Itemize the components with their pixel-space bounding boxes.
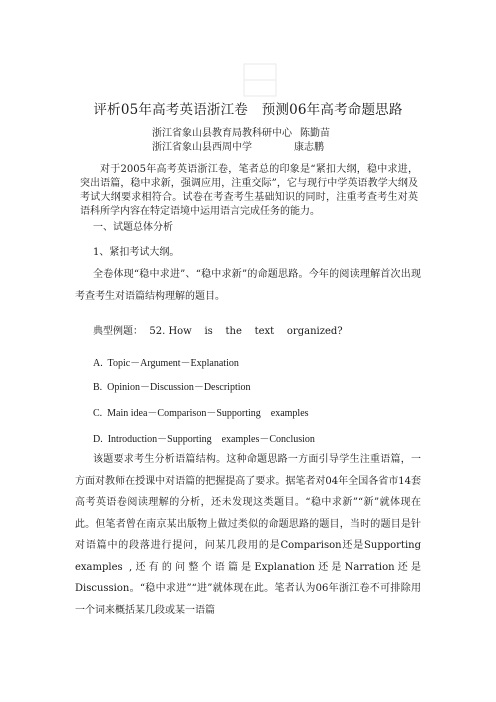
answer-option-a: A. Topic－Argument－Explanation — [93, 358, 239, 369]
body-paragraph: 该题要求考生分析语篇结构。这种命题思路一方面引导学生注重语篇，一方面对教师在授课中对语篇的把握提高了要求。据笔者对04年全国各省市14套高考英语卷阅读理解的分析，还未发现这类题目。“稳中求新”“新”就体现在此。但笔者曾在南京某出版物上做过类似的命题思路的题目，当时的题目是针对语篇中的段落进行提问，问某几段用的是Comparison还是Supporting examples ,还有的问整个语篇是Explanation还是Narration还是Discussion。“稳中求进”“进”就体现在此。笔者认为06年浙江卷不可排除用一个词来概括某几段或某一语篇 — [75, 454, 421, 616]
answer-option-b: B. Opinion－Discussion－Description — [93, 382, 251, 393]
section-heading: 一、试题总体分析 — [93, 222, 173, 233]
abstract-paragraph: 对于2005年高考英语浙江卷，笔者总的印象是“紧扣大纲，稳中求进，突出语篇，稳中求新，强调应用，注重交际”，它与现行中学英语教学大纲及考试大纲要求相符合。试卷在考查考生基础知识的同时，注重考查考生对英语科所学内容在特定语境中运用语言完成任务的能力。 — [80, 164, 418, 217]
author-line-1 — [152, 124, 330, 139]
author-affiliation: 浙江省象山县教育局教科研中心 — [152, 128, 292, 139]
subsection-heading: 1、紧扣考试大纲。 — [93, 247, 180, 258]
watermark-icon — [240, 60, 280, 100]
author-name: 康志鹏 — [294, 142, 324, 153]
question-text: 52. How is the text organized? — [149, 326, 343, 337]
author-name: 陈勤苗 — [300, 128, 330, 139]
example-question — [75, 325, 421, 339]
author-line-2 — [152, 138, 324, 153]
author-affiliation: 浙江省象山县西周中学 — [152, 142, 252, 153]
answer-option-c: C. Main idea－Comparison－Supporting examples — [93, 408, 309, 419]
example-label: 典型例题： — [93, 326, 143, 337]
document-title: 评析05年高考英语浙江卷 预测06年高考命题思路 — [93, 102, 403, 118]
body-paragraph: 全卷体现“稳中求进”、“稳中求新”的命题思路。今年的阅读理解首次出现考查考生对语篇结构理解的题目。 — [75, 269, 421, 302]
answer-option-d: D. Introduction－Supporting examples－Conclusion — [93, 434, 315, 445]
